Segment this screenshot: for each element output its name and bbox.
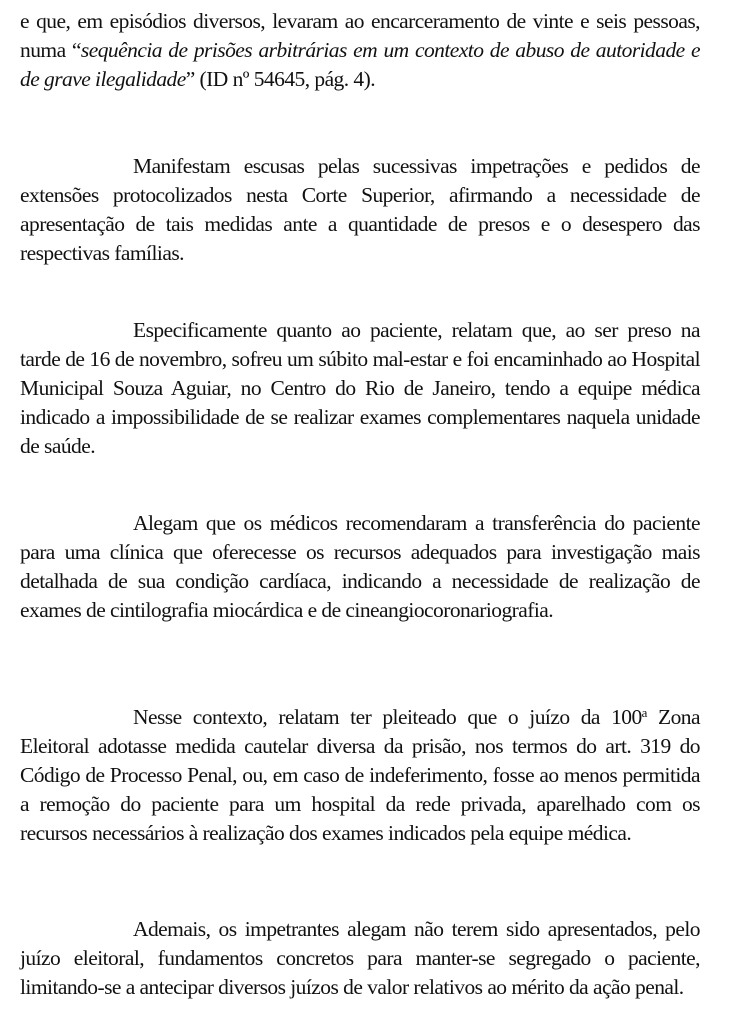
ordinal-superscript: a — [641, 705, 647, 720]
paragraph-text: ” (ID nº 54645, pág. 4). — [185, 67, 376, 91]
paragraph-ademais: Ademais, os impetrantes alegam não terem sido apresentados, pelo juízo eleitoral, fundamentos concretos para manter-se segregado o paciente, limitando-se a antecipar diversos juízos de valor relativos ao mérito da ação penal. — [20, 917, 700, 999]
paragraph-text: Zona Eleitoral adotasse medida cautelar diversa da prisão, nos termos do art. 319 do Código de Processo Penal, ou, em caso de indeferimento, fosse ao menos permitida a remoção do paciente para um hospital da rede privada, aparelhado com os recursos necessários à realização dos exames indicados pela equipe médica. — [20, 705, 700, 845]
paragraph-contexto — [20, 703, 700, 848]
paragraph-continuation — [20, 7, 700, 94]
paragraph-medicos: Alegam que os médicos recomendaram a transferência do paciente para uma clínica que oferecesse os recursos adequados para investigação mais detalhada de sua condição cardíaca, indicando a necessidade de realização de exames de cintilografia miocárdica e de cineangiocoronariografia. — [20, 511, 700, 622]
paragraph-paciente: Especificamente quanto ao paciente, relatam que, ao ser preso na tarde de 16 de novembro, sofreu um súbito mal-estar e foi encaminhado ao Hospital Municipal Souza Aguiar, no Centro do Rio de Janeiro, tendo a equipe médica indicado a impossibilidade de se realizar exames complementares naquela unidade de saúde. — [20, 318, 700, 458]
paragraph-text: Nesse contexto, relatam ter pleiteado que o juízo da 100 — [133, 705, 642, 729]
quoted-italic-text: sequência de prisões arbitrárias em um contexto de abuso de autoridade e de grave ilegalidade — [20, 38, 700, 91]
paragraph-text: e que, em episódios diversos, levaram ao encarceramento de vinte e seis pessoas, numa “ — [20, 9, 700, 62]
paragraph-escusas: Manifestam escusas pelas sucessivas impetrações e pedidos de extensões protocolizados nesta Corte Superior, afirmando a necessidade de apresentação de tais medidas ante a quantidade de presos e o desespero das respectivas famílias. — [20, 154, 700, 265]
